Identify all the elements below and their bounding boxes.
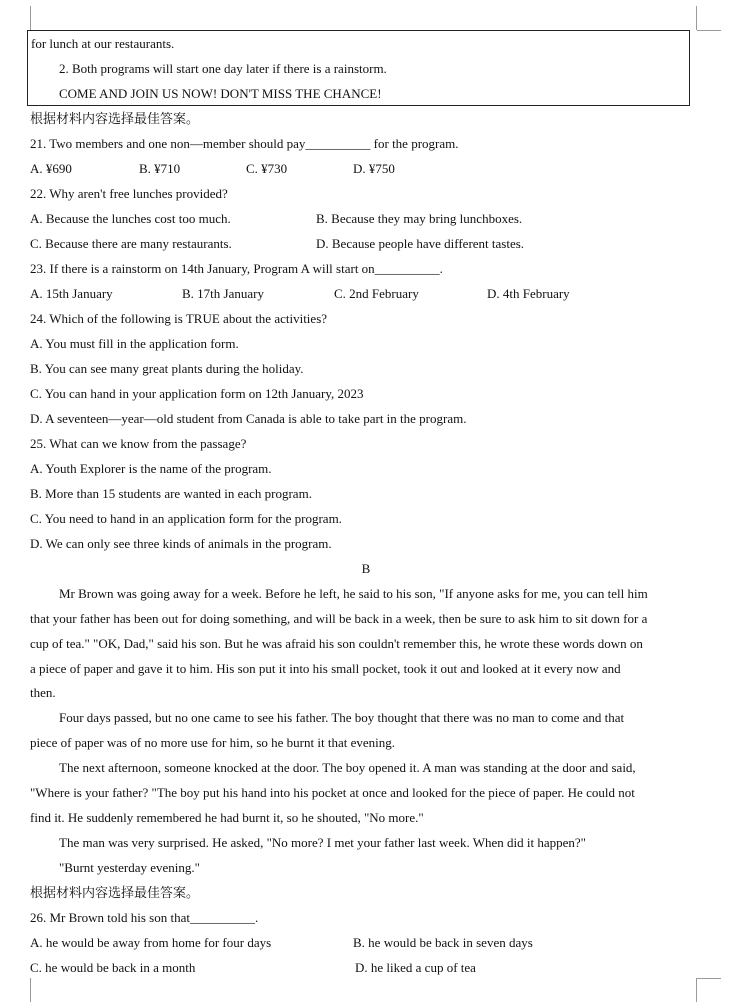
crop-mark-bottom-right-h — [697, 978, 721, 979]
passage-p3-line-3: find it. He suddenly remembered he had burnt it, so he shouted, "No more." — [30, 810, 424, 825]
q23-option-a: A. 15th January — [30, 286, 113, 301]
q22-option-b: B. Because they may bring lunchboxes. — [316, 211, 523, 226]
q21-option-b: B. ¥710 — [139, 161, 181, 176]
q25-option-d: D. We can only see three kinds of animals in the program. — [30, 536, 332, 551]
q25-option-a: A. Youth Explorer is the name of the program. — [30, 461, 272, 476]
q22-option-a: A. Because the lunches cost too much. — [30, 211, 231, 226]
q22-option-c: C. Because there are many restaurants. — [30, 236, 232, 251]
q23-stem: 23. If there is a rainstorm on 14th January, Program A will start on__________. — [30, 261, 443, 276]
crop-mark-top-right-h — [697, 30, 721, 31]
crop-mark-top-left — [30, 6, 31, 30]
notice-line-1: for lunch at our restaurants. — [31, 36, 175, 51]
section-heading-b: B — [361, 561, 371, 576]
q22-option-d: D. Because people have different tastes. — [316, 236, 525, 251]
q26-option-c: C. he would be back in a month — [30, 960, 196, 975]
passage-p1-line-4: a piece of paper and gave it to him. His son put it into his small pocket, took it out and looked at it every now and — [30, 661, 621, 676]
passage-p3-line-1: The next afternoon, someone knocked at the door. The boy opened it. A man was standing at the door and said, — [59, 760, 636, 775]
q21-option-a: A. ¥690 — [30, 161, 72, 176]
passage-p2-line-1: Four days passed, but no one came to see his father. The boy thought that there was no man to come and that — [59, 710, 625, 725]
q23-option-d: D. 4th February — [487, 286, 570, 301]
q26-option-a: A. he would be away from home for four days — [30, 935, 272, 950]
q24-option-b: B. You can see many great plants during the holiday. — [30, 361, 304, 376]
q26-option-d: D. he liked a cup of tea — [355, 960, 476, 975]
q24-option-d: D. A seventeen—year—old student from Canada is able to take part in the program. — [30, 411, 467, 426]
notice-line-2: 2. Both programs will start one day later if there is a rainstorm. — [59, 61, 387, 76]
q23-option-c: C. 2nd February — [334, 286, 419, 301]
crop-mark-bottom-right — [696, 978, 697, 1002]
q23-option-b: B. 17th January — [182, 286, 264, 301]
q24-option-a: A. You must fill in the application form. — [30, 336, 239, 351]
passage-p1-line-3: cup of tea." "OK, Dad," said his son. But he was afraid his son couldn't remember this, he wrote these words down on — [30, 636, 643, 651]
passage-p1-line-5: then. — [30, 685, 56, 700]
q26-stem: 26. Mr Brown told his son that__________. — [30, 910, 259, 925]
q21-option-c: C. ¥730 — [246, 161, 288, 176]
q26-option-b: B. he would be back in seven days — [353, 935, 533, 950]
passage-p4: The man was very surprised. He asked, "No more? I met your father last week. When did it happen?" — [59, 835, 586, 850]
q21-stem: 21. Two members and one non—member should pay__________ for the program. — [30, 136, 459, 151]
passage-p1-line-1: Mr Brown was going away for a week. Before he left, he said to his son, "If anyone asks for me, you can tell him — [59, 586, 648, 601]
passage-p5: "Burnt yesterday evening." — [59, 860, 200, 875]
q24-stem: 24. Which of the following is TRUE about the activities? — [30, 311, 328, 326]
passage-p2-line-2: piece of paper was of no more use for him, so he burnt it that evening. — [30, 735, 395, 750]
notice-line-3: COME AND JOIN US NOW! DON'T MISS THE CHANCE! — [59, 86, 382, 101]
crop-mark-top-right — [696, 6, 697, 30]
q24-option-c: C. You can hand in your application form on 12th January, 2023 — [30, 386, 364, 401]
instruction-2: 根据材料内容选择最佳答案。 — [30, 885, 200, 900]
q25-stem: 25. What can we know from the passage? — [30, 436, 247, 451]
q21-option-d: D. ¥750 — [353, 161, 395, 176]
q25-option-b: B. More than 15 students are wanted in each program. — [30, 486, 312, 501]
instruction-1: 根据材料内容选择最佳答案。 — [30, 111, 200, 126]
q22-stem: 22. Why aren't free lunches provided? — [30, 186, 228, 201]
crop-mark-bottom-left — [30, 978, 31, 1002]
passage-p1-line-2: that your father has been out for doing something, and will be back in a week, then be sure to ask him to sit down for a — [30, 611, 648, 626]
passage-p3-line-2: "Where is your father? "The boy put his hand into his pocket at once and looked for the piece of paper. He could not — [30, 785, 635, 800]
q25-option-c: C. You need to hand in an application form for the program. — [30, 511, 342, 526]
